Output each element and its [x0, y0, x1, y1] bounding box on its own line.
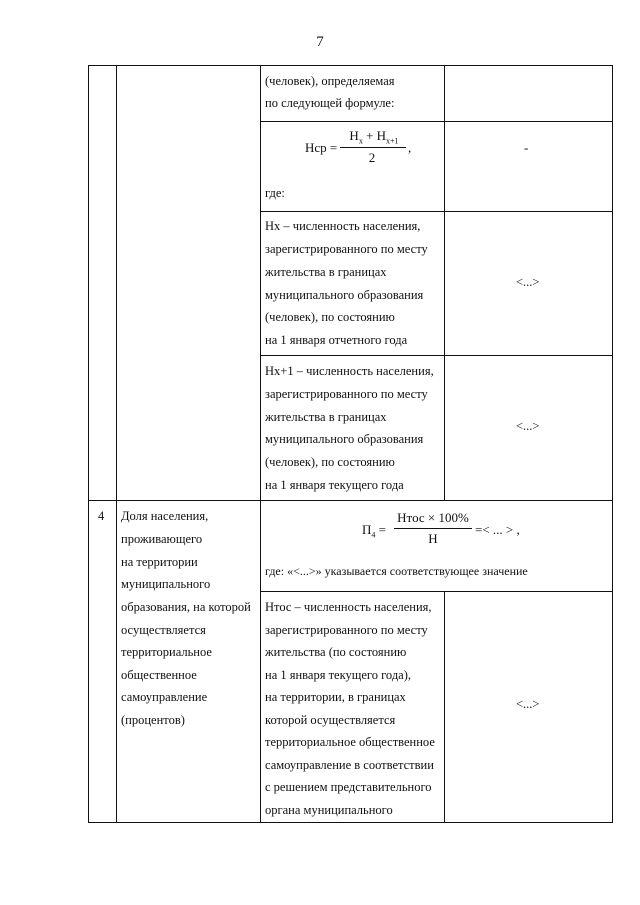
p4-fraction-bar: [394, 528, 472, 529]
formula-numerator: [339, 128, 409, 146]
ntos-line: самоуправление в соответствии: [265, 758, 434, 772]
indicator-name-line: (процентов): [121, 713, 185, 727]
indicator-name-line: осуществляется: [121, 623, 206, 637]
row-divider-ntos: [260, 591, 613, 592]
indicator-name-line: проживающего: [121, 532, 203, 546]
numerator-a-sub: x: [358, 136, 363, 146]
col-divider-value-bottom: [444, 591, 445, 823]
formula-lhs: Нср =: [305, 140, 338, 155]
p4-numerator: Нтос × 100%: [397, 510, 469, 525]
hx-line: зарегистрированного по месту: [265, 242, 428, 256]
row-divider-hx: [260, 211, 613, 212]
p4-eq: =: [378, 522, 386, 537]
hx1-line: зарегистрированного по месту: [265, 387, 428, 401]
indicator-name-line: общественное: [121, 668, 197, 682]
numerator-b-sub: x+1: [386, 136, 399, 146]
where-note: где: «<...>» указывается соответствующее значение: [265, 564, 528, 578]
ntos-line: Нтос – численность населения,: [265, 600, 432, 614]
table-border-right: [612, 65, 613, 823]
p4-denominator: Н: [428, 531, 438, 546]
hx-line: муниципального образования: [265, 288, 424, 302]
col-divider-name: [260, 65, 261, 823]
formula-value-dash: -: [524, 140, 529, 155]
indicator-name-line: на территории: [121, 555, 198, 569]
ntos-line: на 1 января текущего года),: [265, 668, 412, 682]
indicator-name-line: образования, на которой: [121, 600, 251, 614]
table-border-left: [88, 65, 89, 823]
fraction-bar: [340, 147, 406, 148]
hx-line: жительства в границах: [265, 265, 387, 279]
ntos-line: жительства (по состоянию: [265, 645, 407, 659]
col-divider-number: [116, 65, 117, 823]
row-number: 4: [98, 509, 105, 523]
hx-line: Нх – численность населения,: [265, 219, 421, 233]
col-divider-value-top: [444, 65, 445, 500]
where-label: где:: [265, 186, 285, 200]
ntos-line: зарегистрированного по месту: [265, 623, 428, 637]
hx1-line: муниципального образования: [265, 432, 424, 446]
ntos-line: с решением представительного: [265, 780, 432, 794]
hx1-line: на 1 января текущего года: [265, 478, 404, 492]
indicator-name-line: Доля населения,: [121, 509, 209, 523]
row-divider-hx1: [260, 355, 613, 356]
row-divider-row4: [88, 500, 613, 501]
row-divider-formula: [260, 121, 613, 122]
p4-lhs-sub: 4: [371, 530, 376, 540]
numerator-b: Н: [376, 128, 387, 143]
p4-suffix: =< ... > ,: [475, 522, 520, 537]
indicator-name-line: муниципального: [121, 577, 211, 591]
indicator-name-line: территориальное: [121, 645, 212, 659]
hx-line: на 1 января отчетного года: [265, 333, 408, 347]
p4-lhs-letter: П: [362, 522, 372, 537]
table-border-top: [88, 65, 613, 66]
page-number: 7: [316, 34, 324, 50]
hx-line: (человек), по состоянию: [265, 310, 395, 324]
formula-suffix: ,: [408, 140, 412, 155]
hx1-value: <...>: [516, 419, 540, 433]
ntos-line: территориальное общественное: [265, 735, 435, 749]
table-border-bottom: [88, 822, 613, 823]
ntos-line: на территории, в границах: [265, 690, 406, 704]
numerator-a: Н: [349, 128, 359, 143]
intro-line: (человек), определяемая: [265, 74, 395, 88]
hx-value: <...>: [516, 275, 540, 289]
ntos-line: органа муниципального: [265, 803, 393, 817]
hx1-line: (человек), по состоянию: [265, 455, 395, 469]
indicator-name-line: самоуправление: [121, 690, 208, 704]
hx1-line: Нх+1 – численность населения,: [265, 364, 434, 378]
ntos-value: <...>: [516, 697, 540, 711]
p4-lhs: [362, 522, 386, 540]
formula-denominator: 2: [368, 150, 376, 165]
ntos-line: которой осуществляется: [265, 713, 396, 727]
numerator-plus: +: [366, 128, 374, 143]
intro-line: по следующей формуле:: [265, 96, 395, 110]
hx1-line: жительства в границах: [265, 410, 387, 424]
